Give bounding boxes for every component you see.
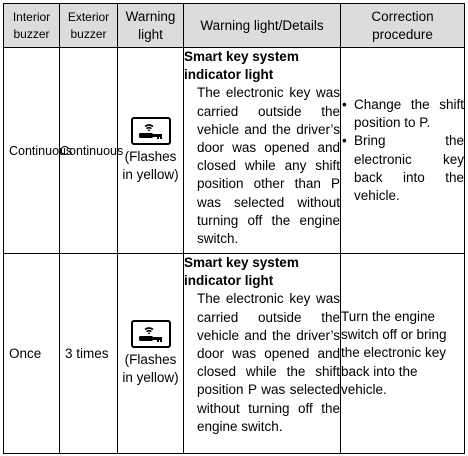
correction-list xyxy=(341,96,464,205)
light-note: (Flashes in yellow) xyxy=(122,149,179,182)
exterior-buzzer-cell: Continuous xyxy=(60,48,118,254)
light-note: (Flashes in yellow) xyxy=(122,352,179,385)
warning-light-cell xyxy=(118,48,184,254)
header-details: Warning light/Details xyxy=(184,4,341,48)
header-exterior-buzzer: Exterior buzzer xyxy=(60,4,118,48)
details-title: Smart key system indicator light xyxy=(184,255,299,289)
details-text: The electronic key was carried outside the vehicle and the driver’s door was opened and closed while the shift position P was selected without turning off the engine switch. xyxy=(197,291,340,434)
header-correction: Correction procedure xyxy=(341,4,465,48)
details-cell xyxy=(184,48,341,254)
smart-key-indicator-icon xyxy=(131,117,171,145)
header-interior-buzzer: Interior buzzer xyxy=(4,4,60,48)
details-cell xyxy=(184,254,341,454)
details-title: Smart key system indicator light xyxy=(184,49,299,83)
details-text: The electronic key was carried outside the vehicle and the driver’s door was opened and closed while any shift position other than P was selected without turning off the engine switch. xyxy=(197,85,340,247)
interior-buzzer-cell: Continuous xyxy=(4,48,60,254)
smart-key-indicator-icon xyxy=(131,320,171,348)
table-row xyxy=(4,254,465,454)
header-warning-light: Warning light xyxy=(118,4,184,48)
warning-light-cell xyxy=(118,254,184,454)
correction-item: • Change the shift position to P. xyxy=(341,96,464,132)
correction-item: • Bring the electronic key back into the vehicle. xyxy=(341,132,464,205)
correction-cell: Turn the engine switch off or bring the electronic key back into the vehicle. xyxy=(341,254,465,454)
correction-cell xyxy=(341,48,465,254)
interior-buzzer-cell: Once xyxy=(4,254,60,454)
table-row xyxy=(4,48,465,254)
exterior-buzzer-cell: 3 times xyxy=(60,254,118,454)
warning-table xyxy=(3,3,465,454)
header-row xyxy=(4,4,465,48)
